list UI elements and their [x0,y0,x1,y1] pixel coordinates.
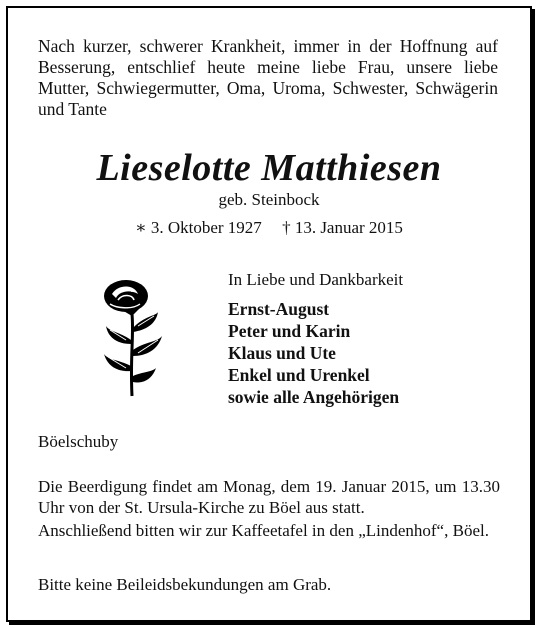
birth-name: geb. Steinbock [218,190,320,209]
death-date: † 13. Januar 2015 [282,218,403,237]
intro-text: Nach kurzer, schwerer Krankheit, immer in der Hoffnung auf Besserung, entschlief heute meine liebe Frau, unsere liebe Mutter, Schwiegermutter, Oma, Uroma, Schwester, Schwägerin und Tante [38,36,498,119]
life-dates [0,218,538,238]
deceased-name: Lieselotte Matthiesen [96,147,442,189]
mourner-name: Enkel und Urenkel [228,365,370,385]
mourner-name: Ernst-August [228,299,330,319]
mourner-name: sowie alle Angehörigen [228,387,400,407]
mourners-list [228,298,399,408]
reception-details: Anschließend bitten wir zur Kaffeetafel in den „Lindenhof“, Böel. [38,521,489,540]
rose-icon [92,276,172,400]
condolence-note: Bitte keine Beileidsbekundungen am Grab. [38,575,332,594]
place-name: Böelschuby [38,432,119,451]
mourner-name: Klaus und Ute [228,343,336,363]
funeral-details: Die Beerdigung findet am Monag, dem 19. Januar 2015, um 13.30 Uhr von der St. Ursula-Kirche zu Böel aus statt. [38,477,500,517]
birth-date: ∗ 3. Oktober 1927 [135,218,262,237]
thanks-line: In Liebe und Dankbarkeit [228,270,404,289]
mourner-name: Peter und Karin [228,321,351,341]
